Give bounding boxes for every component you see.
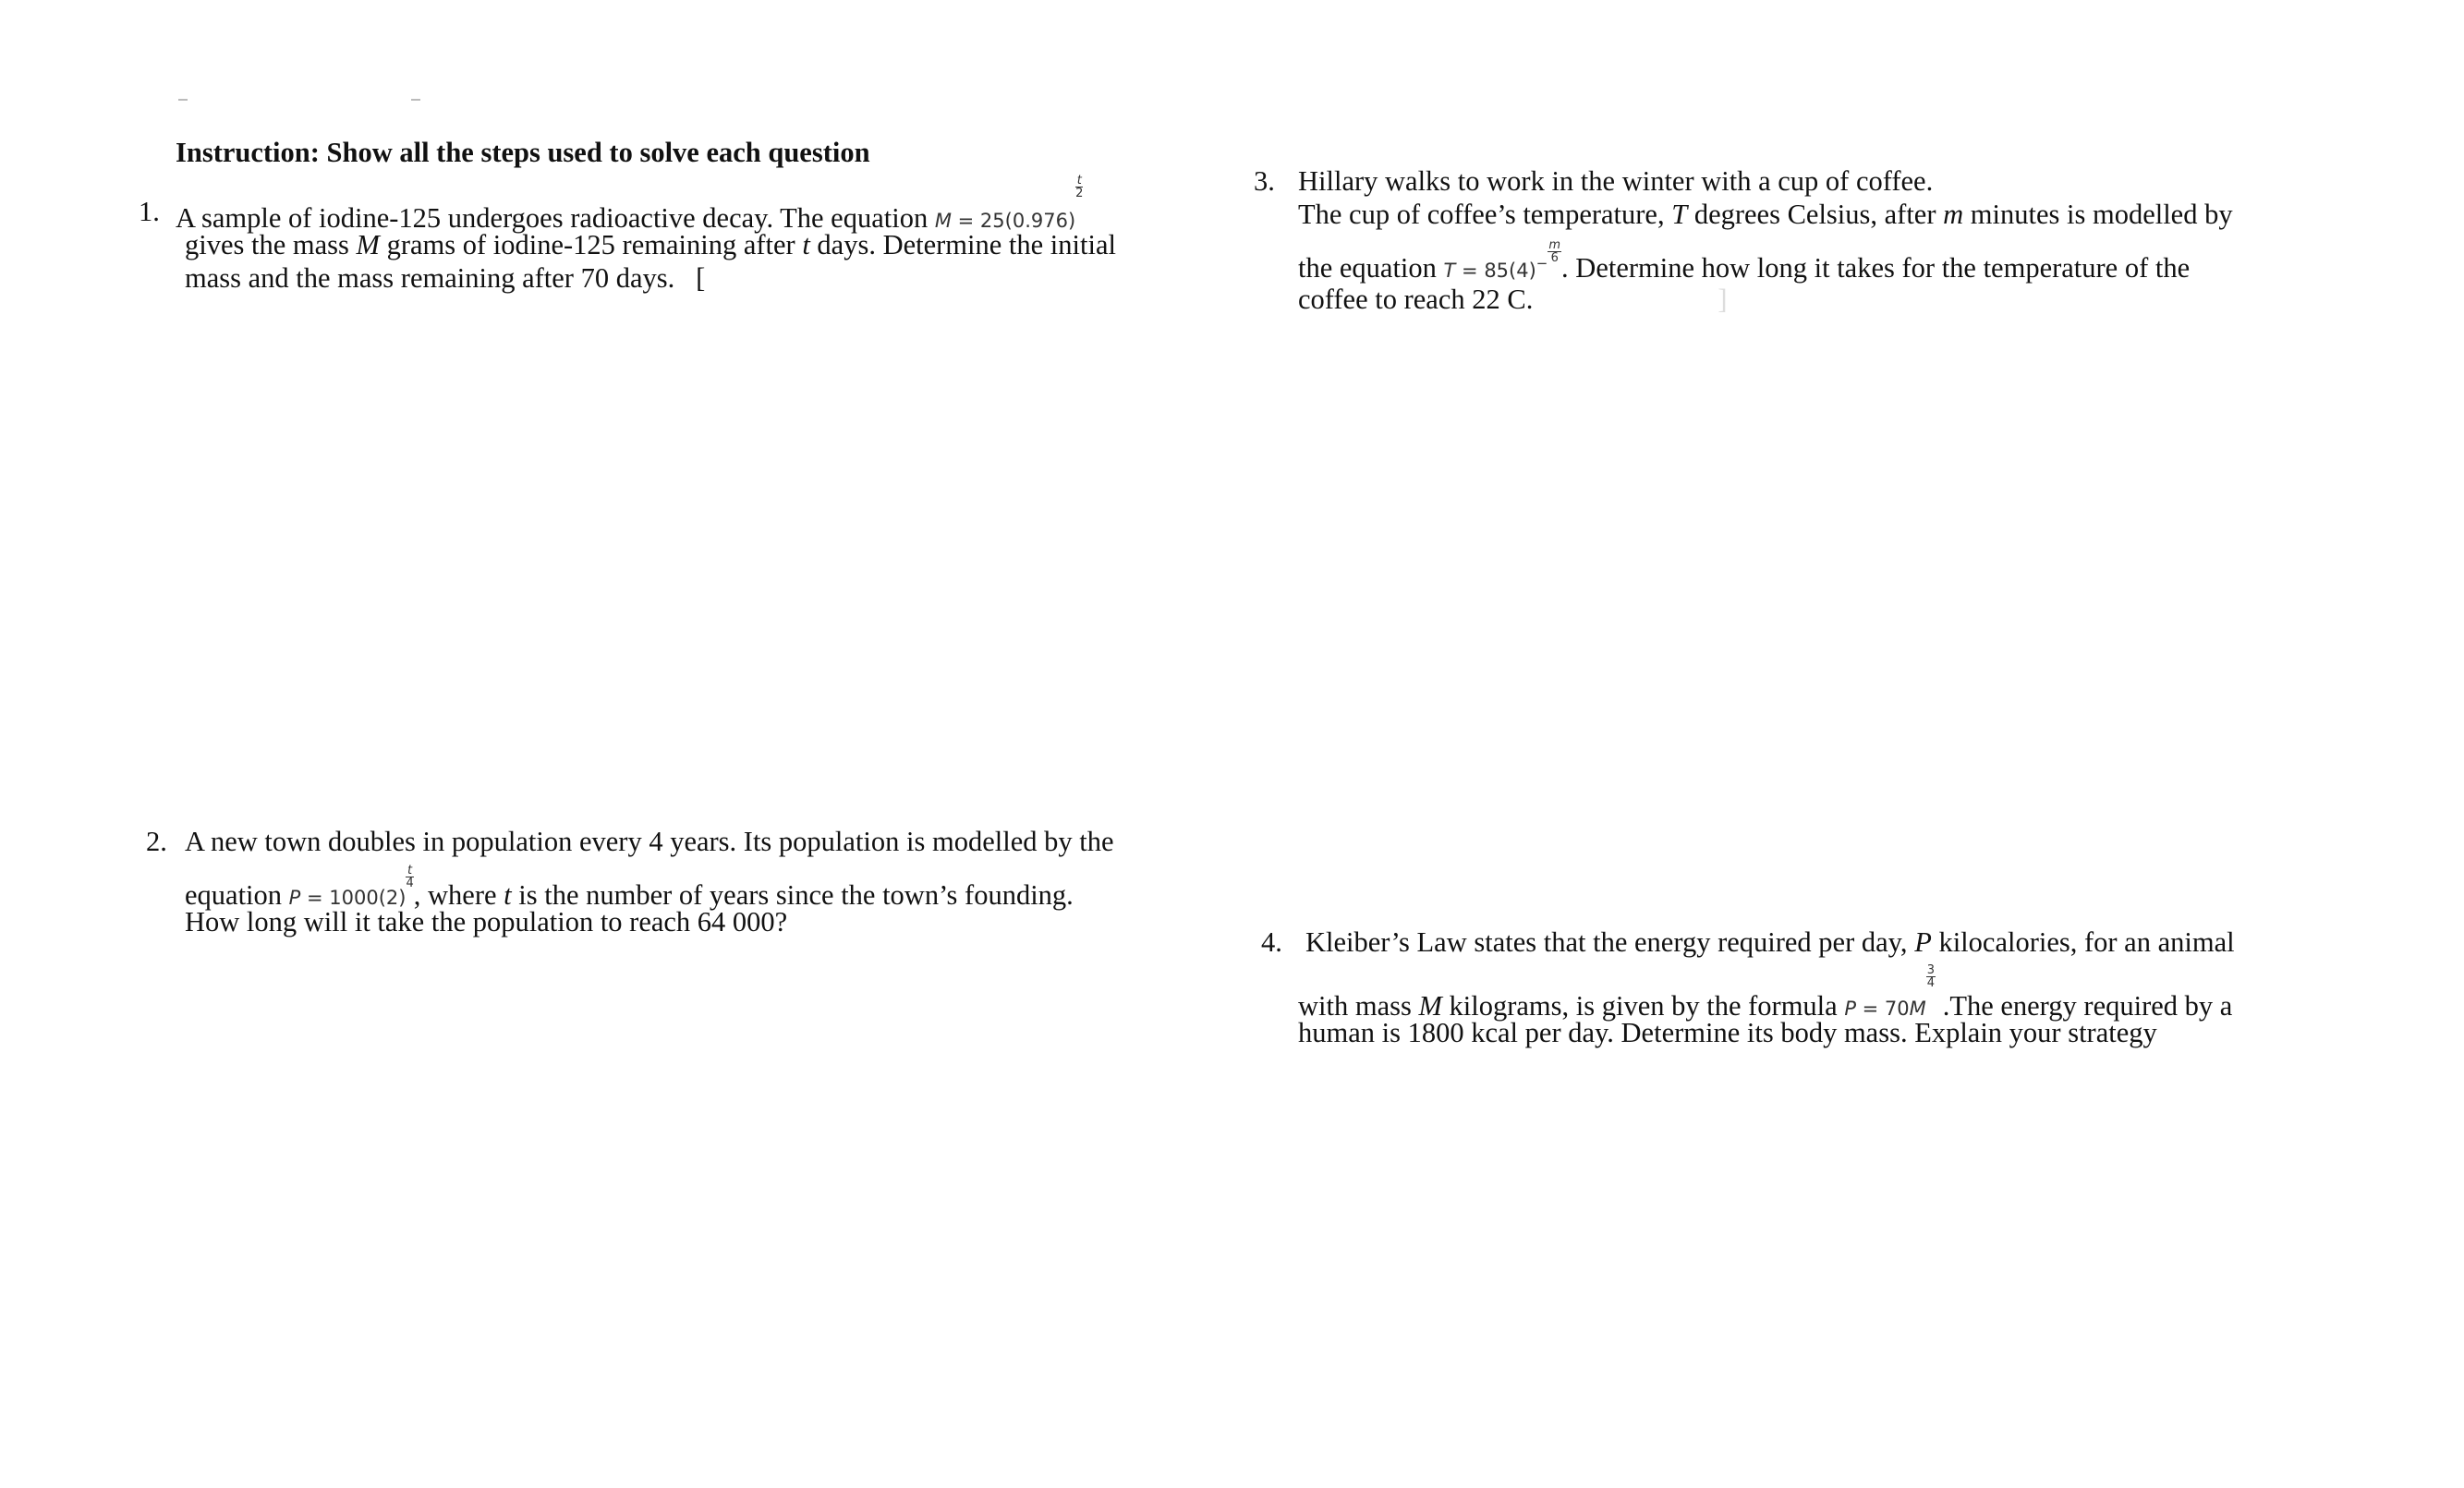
question-number: 3. (1254, 165, 1275, 197)
question-text: equation (185, 879, 289, 912)
question-4-line-1 (1305, 925, 2235, 959)
equation-body: = 70 (1855, 998, 1910, 1021)
question-text: is the number of years since the town’s founding. (511, 879, 1074, 912)
equation-variable: T (1443, 260, 1456, 283)
question-2-line-3: How long will it take the population to reach 64 000? (185, 906, 788, 938)
exponent-denominator: 2 (1075, 187, 1084, 200)
question-text: the equation (1298, 252, 1444, 284)
exponent-numerator: t (407, 864, 413, 877)
equation-exponent (1548, 239, 1561, 264)
equation-variable: P (1844, 998, 1856, 1021)
question-text: kilocalories, for an animal (1931, 926, 2235, 958)
scan-mark (411, 99, 420, 101)
question-text: days. Determine the initial (809, 229, 1116, 260)
question-3-line-4 (1298, 283, 1728, 316)
instruction-heading: Instruction: Show all the steps used to solve each question (176, 137, 870, 168)
question-text: minutes is modelled by (1963, 199, 2233, 230)
question-text: . Determine how long it takes for the temperature of the (1561, 252, 2191, 284)
equation-body: = 25(0.976) (951, 210, 1076, 233)
equation-variable: M (934, 210, 952, 233)
exponent-sign: − (1535, 255, 1548, 272)
question-number: 4. (1261, 926, 1282, 958)
question-3-line-1: Hillary walks to work in the winter with a cup of coffee. (1298, 165, 1934, 197)
equation-exponent (406, 865, 413, 889)
equation (1444, 260, 1536, 282)
variable: M (356, 229, 380, 260)
equation-exponent (1075, 175, 1083, 200)
question-text: kilograms, is given by the formula (1441, 990, 1845, 1022)
variable: T (1671, 199, 1688, 230)
question-1-line-3 (185, 261, 705, 295)
question-text: gives the mass (185, 229, 357, 260)
exponent-denominator: 4 (1926, 976, 1936, 990)
variable: M (1418, 990, 1442, 1022)
question-text: grams of iodine-125 remaining after (379, 229, 803, 260)
question-text: A sample of iodine-125 undergoes radioactive decay. The equation (176, 202, 935, 235)
question-3-line-2 (1298, 198, 2233, 231)
question-1-line-2 (185, 228, 1116, 261)
question-text: , where (413, 879, 504, 912)
question-text: Kleiber’s Law states that the energy required per day, (1305, 926, 1915, 958)
question-2-line-1: A new town doubles in population every 4 years. Its population is modelled by the (185, 826, 1114, 857)
question-text: with mass (1298, 990, 1419, 1022)
exponent-denominator: 6 (1550, 251, 1559, 265)
question-4-line-3: human is 1800 kcal per day. Determine its body mass. Explain your strategy (1298, 1017, 2157, 1048)
question-text: degrees Celsius, after (1687, 199, 1944, 230)
question-number: 1. (139, 196, 160, 227)
variable: m (1943, 199, 1964, 230)
equation-variable: P (288, 887, 301, 910)
exponent-numerator: t (1076, 174, 1082, 188)
exponent-denominator: 4 (406, 877, 414, 890)
scan-mark (178, 99, 188, 101)
question-text: coffee to reach 22 C. (1298, 284, 1534, 315)
question-text: .The energy required by a (1936, 990, 2233, 1022)
exponent-numerator: m (1548, 238, 1561, 252)
equation-exponent (1926, 964, 1936, 989)
answer-bracket: [ (696, 262, 706, 294)
variable: t (504, 879, 512, 912)
equation-body: = 1000(2) (300, 887, 407, 910)
exponent-numerator: 3 (1926, 963, 1936, 977)
variable: t (802, 229, 810, 260)
answer-bracket: ] (1718, 284, 1728, 315)
question-text: mass and the mass remaining after 70 days. (185, 262, 675, 294)
question-number: 2. (146, 826, 167, 857)
question-text: The cup of coffee’s temperature, (1298, 199, 1672, 230)
equation-body: = 85(4) (1455, 260, 1536, 283)
equation-variable: M (1909, 998, 1926, 1021)
variable: P (1914, 926, 1932, 958)
